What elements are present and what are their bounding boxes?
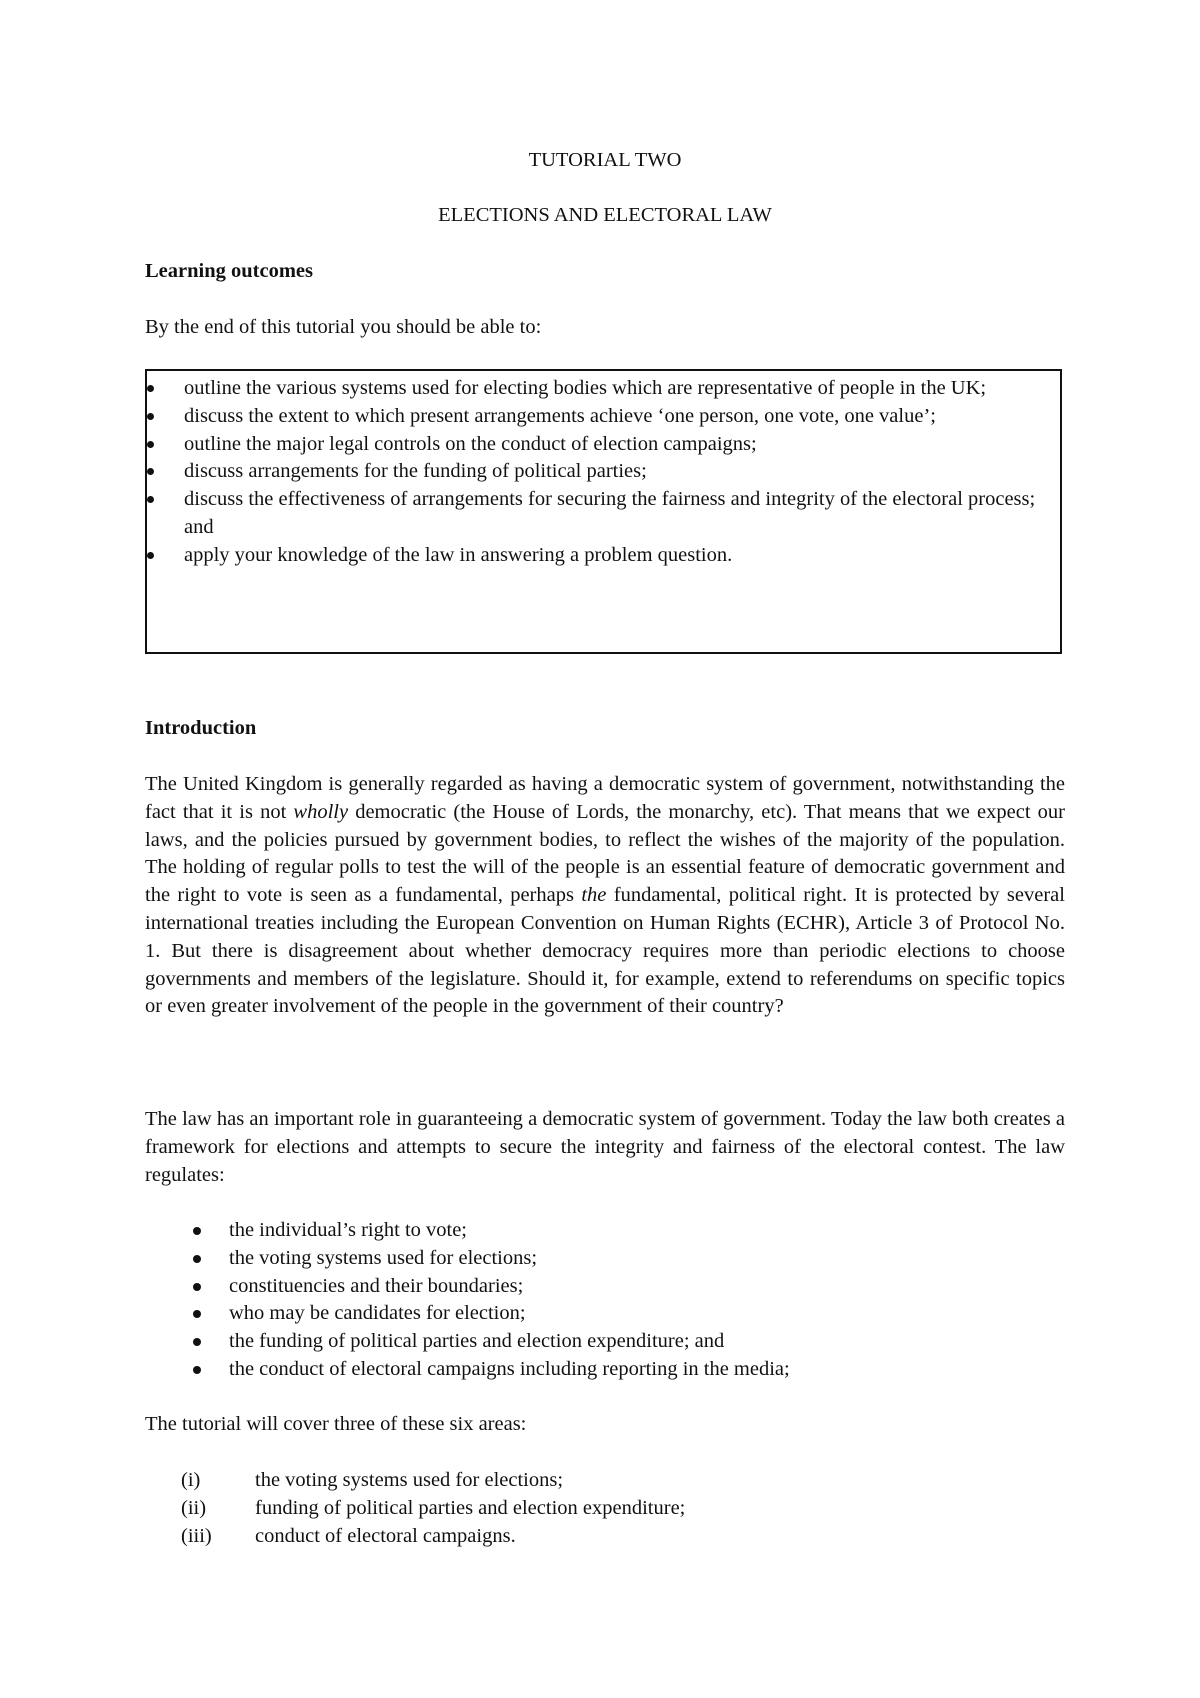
emphasis-the: the: [581, 884, 607, 907]
list-item: who may be candidates for election;: [145, 1300, 1065, 1328]
introduction-heading: Introduction: [145, 717, 257, 739]
learning-outcome-item: outline the various systems used for electing bodies which are representative of people in the UK;: [147, 375, 1057, 403]
bullet-icon: [147, 385, 154, 392]
list-item: constituencies and their boundaries;: [145, 1273, 1065, 1301]
list-item: the voting systems used for elections;: [145, 1245, 1065, 1273]
introduction-paragraph-3: The tutorial will cover three of these six areas:: [145, 1413, 527, 1435]
learning-outcome-item: discuss the extent to which present arrangements achieve ‘one person, one vote, one value’;: [147, 403, 1057, 431]
bullet-icon: [193, 1338, 201, 1346]
learning-outcome-item: apply your knowledge of the law in answering a problem question.: [147, 542, 1057, 570]
learning-outcomes-intro: By the end of this tutorial you should be able to:: [145, 316, 542, 338]
bullet-icon: [147, 468, 154, 475]
bullet-icon: [147, 413, 154, 420]
learning-outcome-item: outline the major legal controls on the conduct of election campaigns;: [147, 431, 1057, 459]
list-item: (i) the voting systems used for elections;: [145, 1467, 1065, 1495]
bullet-icon: [193, 1310, 201, 1318]
learning-outcomes-box: [145, 369, 1062, 654]
learning-outcome-item: discuss the effectiveness of arrangements for securing the fairness and integrity of the electoral process; and: [147, 486, 1057, 542]
learning-outcomes-list: [147, 375, 1057, 570]
list-item: (iii) conduct of electoral campaigns.: [145, 1523, 1065, 1551]
learning-outcomes-heading: Learning outcomes: [145, 260, 313, 282]
list-number: (ii): [181, 1496, 207, 1519]
bullet-icon: [147, 441, 154, 448]
list-number: (i): [181, 1469, 201, 1491]
introduction-paragraph-2: The law has an important role in guaranteeing a democratic system of government. Today the law both creates a framework for elections and attempts to secure the integrity and fairness of the electoral contest. The law regulates:: [145, 1108, 1065, 1186]
bullet-icon: [147, 552, 154, 559]
list-item: the conduct of electoral campaigns including reporting in the media;: [145, 1356, 1065, 1384]
learning-outcome-item: discuss arrangements for the funding of political parties;: [147, 458, 1057, 486]
introduction-paragraph-1: The United Kingdom is generally regarded as having a democratic system of government, notwithstanding the fact that it is not wholly democratic (the House of Lords, the monarchy, etc). That means that we expect our laws, and the policies pursued by government bodies, to reflect the wishes of the majority of the population. The holding of regular polls to test the will of the people is an essential feature of democratic government and the right to vote is seen as a fundamental, perhaps the fundamental, political right. It is protected by several international treaties including the European Convention on Human Rights (ECHR), Article 3 of Protocol No. 1. But there is disagreement about whether democracy requires more than periodic elections to choose governments and members of the legislature. Should it, for example, extend to referendums on specific topics or even greater involvement of the people in the government of their country?: [145, 773, 1065, 1018]
covered-areas-list: [145, 1467, 1065, 1550]
bullet-icon: [147, 496, 154, 503]
list-item: (ii) funding of political parties and election expenditure;: [145, 1495, 1065, 1523]
bullet-icon: [193, 1283, 201, 1291]
document-subtitle: ELECTIONS AND ELECTORAL LAW: [438, 204, 772, 226]
bullet-icon: [193, 1255, 201, 1263]
list-item: the funding of political parties and election expenditure; and: [145, 1328, 1065, 1356]
regulated-areas-list: [145, 1217, 1065, 1384]
list-number: (iii): [181, 1524, 212, 1547]
emphasis-wholly: wholly: [293, 800, 349, 823]
list-item: the individual’s right to vote;: [145, 1217, 1065, 1245]
bullet-icon: [193, 1227, 201, 1235]
bullet-icon: [193, 1366, 201, 1374]
document-title: TUTORIAL TWO: [528, 149, 682, 171]
